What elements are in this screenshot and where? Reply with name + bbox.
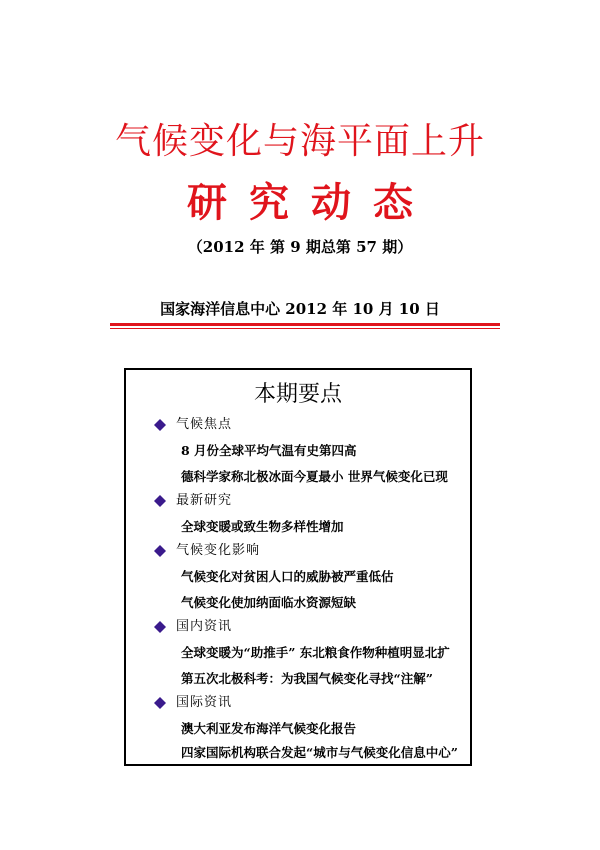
section-label: 气候变化影响 xyxy=(176,543,261,558)
list-item: 澳大利亚发布海洋气候变化报告 xyxy=(181,721,357,736)
list-item: 全球变暖或致生物多样性增加 xyxy=(181,519,344,534)
publisher-date: 国家海洋信息中心 2012 年 10 月 10 日 xyxy=(160,300,440,318)
list-item: 第五次北极科考：为我国气候变化寻找“注解” xyxy=(181,671,433,686)
diamond-bullet-icon xyxy=(154,495,166,507)
list-item: 气候变化使加纳面临水资源短缺 xyxy=(181,595,357,610)
issue-number: （2012 年 第 9 期总第 57 期） xyxy=(187,238,413,256)
highlights-box xyxy=(124,368,472,766)
journal-subtitle: 研究动态 xyxy=(187,179,435,226)
section-label: 国内资讯 xyxy=(176,619,233,634)
list-item: 气候变化对贫困人口的威胁被严重低估 xyxy=(181,569,394,584)
diamond-bullet-icon xyxy=(154,419,166,431)
section-label: 气候焦点 xyxy=(176,417,233,432)
divider-thick xyxy=(110,323,500,326)
section-label: 最新研究 xyxy=(176,493,233,508)
divider-thin xyxy=(110,328,500,329)
diamond-bullet-icon xyxy=(154,621,166,633)
section-label: 国际资讯 xyxy=(176,695,233,710)
diamond-bullet-icon xyxy=(154,697,166,709)
diamond-bullet-icon xyxy=(154,545,166,557)
highlights-title: 本期要点 xyxy=(253,382,342,407)
list-item: 德科学家称北极冰面今夏最小 世界气候变化已现 xyxy=(181,469,448,484)
list-item: 全球变暖为“助推手” 东北粮食作物种植明显北扩 xyxy=(181,645,450,660)
list-item: 四家国际机构联合发起“城市与气候变化信息中心” xyxy=(181,745,458,760)
journal-title: 气候变化与海平面上升 xyxy=(114,121,485,162)
list-item: 8 月份全球平均气温有史第四高 xyxy=(181,443,357,458)
